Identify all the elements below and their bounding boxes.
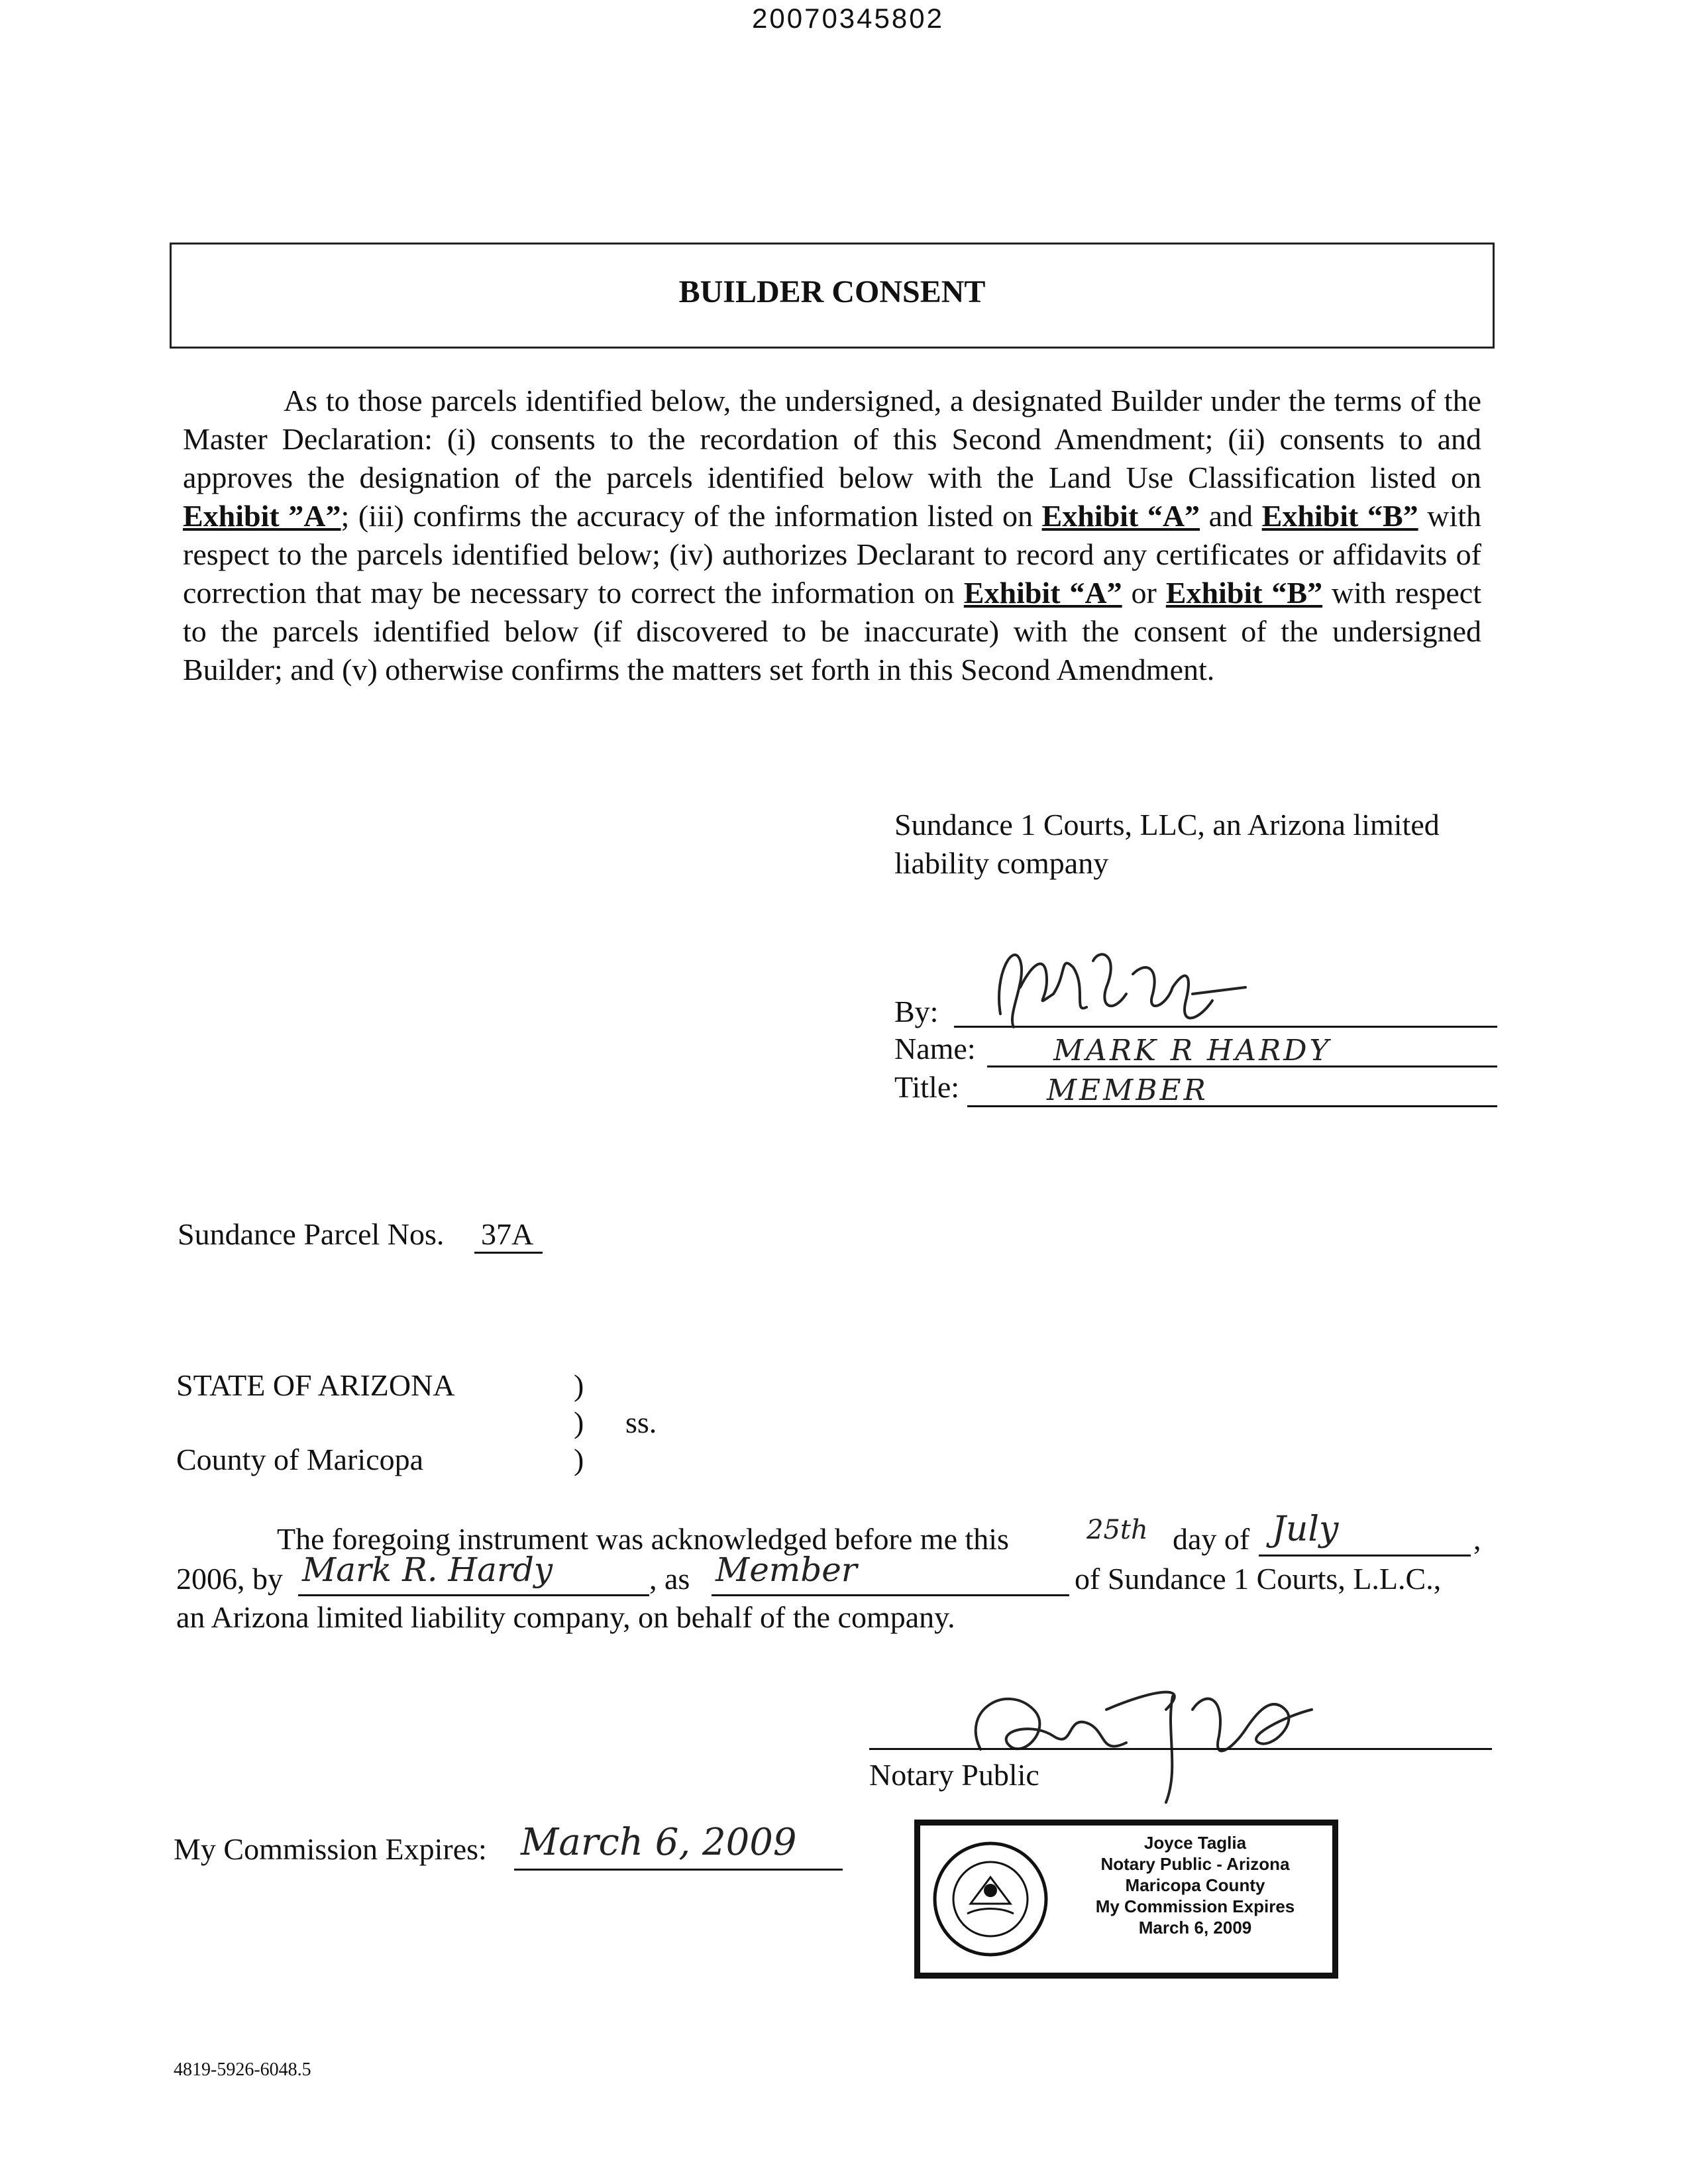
company-line: Sundance 1 Courts, LLC, an Arizona limited [894, 808, 1440, 842]
title-box [170, 243, 1495, 349]
notary-signature [954, 1670, 1325, 1816]
by-label: By: [894, 995, 939, 1028]
paragraph-text: with respect to the parcels identified below; (iv) authorizes Declarant to record any certificates or affidavits of correction that may be necessary to correct the information on [183, 499, 1481, 610]
commission-handwritten: March 6, 2009 [521, 1821, 797, 1864]
stamp-text [1053, 1832, 1338, 1938]
name-label: Name: [894, 1032, 976, 1065]
stamp-line: Joyce Taglia [1143, 1833, 1247, 1853]
title-handwritten: MEMBER [1047, 1073, 1208, 1107]
stamp-line: Notary Public - Arizona [1100, 1854, 1290, 1874]
ss-label: ss. [625, 1405, 657, 1439]
page-title: BUILDER CONSENT [678, 274, 986, 309]
ack-text: an Arizona limited liability company, on behalf of the company. [176, 1600, 955, 1634]
exhibit-b-ref: Exhibit “B” [1165, 576, 1323, 610]
paragraph-text: As to those parcels identified below, the undersigned, a designated Builder under the terms of the Master Declaration: (i) consents to the recordation of this Second Amendment; (ii) consents to and approves the designation of the parcels identified below with the Land Use Classification listed on [183, 384, 1481, 494]
notary-stamp [914, 1820, 1338, 1979]
company-line: liability company [894, 846, 1109, 880]
ack-role: Member [716, 1551, 857, 1589]
paragraph-text: ; (iii) confirms the accuracy of the information listed on [341, 499, 1042, 533]
county-label: County of Maricopa [176, 1443, 424, 1476]
state-seal-icon [931, 1837, 1050, 1961]
company-name [894, 806, 1440, 883]
exhibit-b-ref: Exhibit “B” [1261, 499, 1418, 533]
ack-text: The foregoing instrument was acknowledged before me this [277, 1522, 1009, 1556]
ack-text: , as [649, 1562, 690, 1596]
parcel-value: 37A [474, 1217, 543, 1254]
document-id: 4819-5926-6048.5 [174, 2059, 311, 2080]
paragraph-text: with respect to the parcels identified below (if discovered to be inaccurate) with the consent of the undersigned Builder; and (v) otherwise confirms the matters set forth in this Second Amendment. [183, 576, 1481, 686]
title-label: Title: [894, 1070, 960, 1104]
name-handwritten: MARK R HARDY [1053, 1034, 1332, 1067]
ack-text: of Sundance 1 Courts, L.L.C., [1075, 1562, 1442, 1596]
exhibit-a-ref: Exhibit “A” [1041, 499, 1200, 533]
ack-day: 25th [1086, 1515, 1148, 1545]
person-line [298, 1594, 649, 1596]
commission-line [514, 1869, 843, 1871]
ack-month: July [1272, 1509, 1339, 1549]
stamp-line: My Commission Expires [1095, 1896, 1295, 1916]
state-label: STATE OF ARIZONA [176, 1368, 455, 1402]
paren: ) [574, 1443, 584, 1476]
month-line [1259, 1555, 1471, 1556]
ack-person: Mark R. Hardy [302, 1551, 553, 1589]
parcel-label: Sundance Parcel Nos. [178, 1217, 445, 1251]
notary-line [869, 1748, 1492, 1750]
exhibit-a-ref: Exhibit “A” [963, 576, 1122, 610]
paragraph-text: and [1200, 499, 1262, 533]
paragraph-text: or [1122, 576, 1166, 610]
paren: ) [574, 1368, 584, 1402]
notary-label: Notary Public [869, 1758, 1039, 1792]
commission-label: My Commission Expires: [174, 1832, 487, 1866]
paren: ) [574, 1405, 584, 1439]
ack-text: 2006, by [176, 1562, 283, 1596]
stamp-line: March 6, 2009 [1138, 1918, 1252, 1938]
builder-signature [974, 934, 1252, 1034]
role-line [712, 1594, 1069, 1596]
stamp-line: Maricopa County [1125, 1875, 1265, 1895]
record-number: 20070345802 [752, 3, 944, 34]
consent-paragraph [183, 382, 1481, 689]
exhibit-a-ref: Exhibit ”A” [183, 499, 341, 533]
ack-text: , [1473, 1522, 1481, 1556]
ack-text: day of [1173, 1522, 1250, 1556]
